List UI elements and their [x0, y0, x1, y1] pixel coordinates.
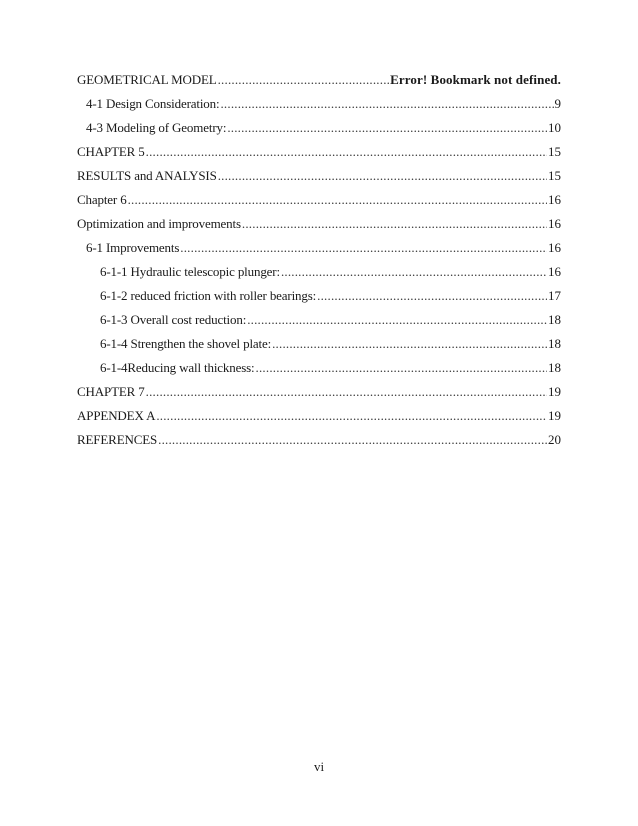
- toc-dot-leader: [317, 284, 547, 308]
- toc-entry-modeling-of-geometry[interactable]: [77, 116, 561, 140]
- table-of-contents: [77, 68, 561, 452]
- toc-dot-leader: [242, 212, 547, 236]
- toc-dot-leader: [146, 140, 547, 164]
- toc-entry-title: RESULTS and ANALYSIS: [77, 168, 217, 183]
- toc-entry-page-number: 18: [548, 312, 561, 327]
- toc-entry-page-number: 20: [548, 432, 561, 447]
- toc-entry-reducing-wall-thickness[interactable]: [77, 356, 561, 380]
- toc-dot-leader: [218, 164, 547, 188]
- toc-entry-title: CHAPTER 5: [77, 144, 145, 159]
- toc-dot-leader: [128, 188, 547, 212]
- toc-dot-leader: [281, 260, 547, 284]
- toc-entry-chapter-7[interactable]: [77, 380, 561, 404]
- toc-entry-error-text: Error! Bookmark not defined.: [390, 72, 561, 87]
- toc-entry-page-number: 15: [548, 144, 561, 159]
- toc-entry-title: 6-1-4Reducing wall thickness:: [100, 360, 255, 375]
- toc-entry-page-number: 18: [548, 336, 561, 351]
- toc-dot-leader: [247, 308, 547, 332]
- toc-entry-title: 6-1-1 Hydraulic telescopic plunger:: [100, 264, 280, 279]
- toc-dot-leader: [227, 116, 547, 140]
- toc-dot-leader: [272, 332, 547, 356]
- toc-entry-page-number: 18: [548, 360, 561, 375]
- toc-entry-reduced-friction[interactable]: [77, 284, 561, 308]
- toc-entry-title: REFERENCES: [77, 432, 158, 447]
- toc-entry-page-number: 17: [548, 288, 561, 303]
- toc-dot-leader: [218, 68, 390, 92]
- toc-entry-design-consideration[interactable]: [77, 92, 561, 116]
- toc-dot-leader: [158, 428, 547, 452]
- toc-entry-optimization-and-improvements[interactable]: [77, 212, 561, 236]
- toc-entry-references[interactable]: [77, 428, 561, 452]
- toc-entry-page-number: 16: [548, 216, 561, 231]
- toc-entry-title: APPENDEX A: [77, 408, 156, 423]
- toc-entry-title: 4-1 Design Consideration:: [86, 96, 220, 111]
- toc-entry-hydraulic-telescopic-plunger[interactable]: [77, 260, 561, 284]
- toc-entry-page-number: 19: [548, 384, 561, 399]
- toc-entry-overall-cost-reduction[interactable]: [77, 308, 561, 332]
- toc-entry-title: Optimization and improvements: [77, 216, 241, 231]
- toc-dot-leader: [146, 380, 547, 404]
- toc-entry-page-number: 10: [548, 120, 561, 135]
- toc-entry-title: GEOMETRICAL MODEL: [77, 72, 217, 87]
- toc-entry-title: 4-3 Modeling of Geometry:: [86, 120, 227, 135]
- toc-entry-chapter-6[interactable]: [77, 188, 561, 212]
- toc-dot-leader: [180, 236, 547, 260]
- page-number-footer: vi: [313, 759, 325, 774]
- toc-entry-appendex-a[interactable]: [77, 404, 561, 428]
- toc-entry-chapter-5[interactable]: [77, 140, 561, 164]
- toc-entry-page-number: 16: [548, 192, 561, 207]
- toc-entry-page-number: 15: [548, 168, 561, 183]
- toc-entry-improvements[interactable]: [77, 236, 561, 260]
- toc-entry-geometrical-model[interactable]: [77, 68, 561, 92]
- toc-entry-strengthen-shovel-plate[interactable]: [77, 332, 561, 356]
- toc-entry-title: 6-1 Improvements: [86, 240, 180, 255]
- toc-entry-title: 6-1-4 Strengthen the shovel plate:: [100, 336, 272, 351]
- toc-dot-leader: [156, 404, 547, 428]
- toc-entry-title: Chapter 6: [77, 192, 127, 207]
- toc-dot-leader: [220, 92, 553, 116]
- toc-entry-page-number: 9: [554, 96, 561, 111]
- toc-entry-page-number: 16: [548, 240, 561, 255]
- toc-entry-title: CHAPTER 7: [77, 384, 145, 399]
- toc-entry-results-and-analysis[interactable]: [77, 164, 561, 188]
- toc-dot-leader: [256, 356, 547, 380]
- toc-entry-page-number: 19: [548, 408, 561, 423]
- toc-entry-title: 6-1-2 reduced friction with roller bearings:: [100, 288, 317, 303]
- toc-entry-title: 6-1-3 Overall cost reduction:: [100, 312, 247, 327]
- toc-entry-page-number: 16: [548, 264, 561, 279]
